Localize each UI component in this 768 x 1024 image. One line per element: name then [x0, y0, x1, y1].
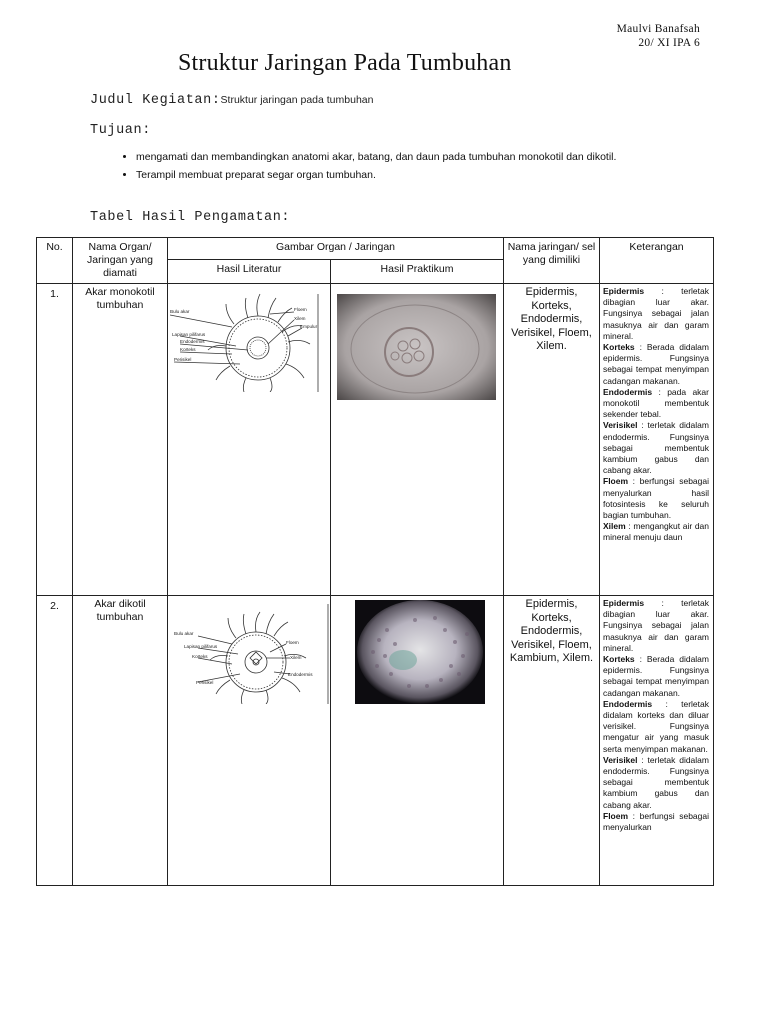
judul-label: Judul Kegiatan:: [90, 93, 221, 108]
header-jaringan: Nama jaringan/ sel yang dimiliki: [504, 238, 600, 284]
ket-text: : berfungsi sebagai menyalurkan: [603, 810, 709, 833]
diagram-label: Korteks: [180, 347, 196, 352]
ket-term: Korteks: [603, 342, 635, 353]
diagram-label: Korteks: [192, 654, 208, 659]
diagram-label: Bulu akar: [170, 309, 190, 314]
row-keterangan: [600, 596, 714, 886]
ket-term: Verisikel: [603, 754, 638, 765]
diagram-label: Perisikel: [196, 680, 214, 685]
tujuan-label: Tujuan:: [90, 123, 151, 138]
tabel-label: Tabel Hasil Pengamatan:: [90, 210, 291, 225]
page-title: Struktur Jaringan Pada Tumbuhan: [178, 50, 512, 76]
literatur-cell: [168, 596, 331, 886]
ket-term: Floem: [603, 476, 629, 487]
diagram-label: Endodermis: [288, 672, 313, 677]
author-class: 20/ XI IPA 6: [638, 37, 700, 49]
row-organ: Akar monokotil tumbuhan: [73, 284, 168, 596]
ket-term: Xilem: [603, 521, 626, 532]
micrograph-photo: [337, 294, 496, 400]
praktikum-cell: [331, 596, 504, 886]
header-no: No.: [37, 238, 73, 284]
diagram-label: Endodermis: [180, 339, 205, 344]
header-keterangan: Keterangan: [600, 238, 714, 284]
ket-text: : terletak didalam korteks dan diluar verisikel. Fungsinya mengatur air yang masuk serta menyimpan makanan.: [603, 698, 709, 754]
diagram-label: Floem: [294, 307, 307, 312]
diagram-label: Xilem: [290, 655, 302, 660]
header-organ: Nama Organ/ Jaringan yang diamati: [73, 238, 168, 284]
ket-term: Verisikel: [603, 420, 638, 431]
observation-table: [36, 237, 714, 886]
praktikum-cell: [331, 284, 504, 596]
ket-term: Floem: [603, 810, 629, 821]
ket-text: : pada akar monokotil membentuk sekender tebal.: [603, 386, 709, 420]
ket-term: Epidermis: [603, 598, 645, 608]
diagram-label: Empulur: [300, 324, 318, 329]
diagram-label: Lapisan pilifarus: [172, 332, 206, 337]
judul-kegiatan: [90, 93, 373, 108]
micrograph-photo: [355, 600, 485, 704]
tujuan-item: • Terampil membuat preparat segar organ tumbuhan.: [136, 168, 706, 182]
row-number: 1.: [37, 284, 73, 596]
row-jaringan: Epidermis, Korteks, Endodermis, Verisikel, Floem, Kambium, Xilem.: [504, 596, 600, 886]
ket-text: : Berada didalam epidermis. Fungsinya sebagai tempat menyimpan cadangan makanan.: [603, 342, 709, 386]
header-literatur: Hasil Literatur: [168, 259, 331, 283]
ket-text: : terletak didalam endodermis. Fungsinya sebagai membentuk kambium gabus dan cabang akar.: [603, 754, 709, 810]
ket-text: : terletak didalam endodermis. Fungsinya sebagai membentuk kambium gabus dan cabang akar.: [603, 420, 709, 476]
diagram-label: Xilem: [294, 316, 306, 321]
row-organ: Akar dikotil tumbuhan: [73, 596, 168, 886]
diagram-label: Perisikel: [174, 357, 192, 362]
ket-text: : berfungsi sebagai menyalurkan hasil fotosintesis ke seluruh bagian tumbuhan.: [603, 476, 709, 521]
table-row: [37, 596, 714, 886]
judul-value: Struktur jaringan pada tumbuhan: [220, 94, 374, 106]
table-row: [37, 284, 714, 596]
literatur-cell: [168, 284, 331, 596]
diagram-label: Floem: [286, 640, 299, 645]
tujuan-list: [100, 150, 706, 186]
author-block: [617, 22, 700, 50]
table-header-row: [37, 238, 714, 260]
ket-text: : mengangkut air dan mineral menuju daun: [603, 521, 709, 543]
monocot-root-diagram: [170, 292, 320, 392]
ket-text: : terletak dibagian luar akar. Fungsinya sebagai jalan masuknya air dan garam mineral.: [603, 598, 709, 653]
tujuan-item: • mengamati dan membandingkan anatomi akar, batang, dan daun pada tumbuhan monokotil dan dikotil.: [136, 150, 706, 164]
row-jaringan: Epidermis, Korteks, Endodermis, Verisikel, Floem, Xilem.: [504, 284, 600, 596]
ket-term: Endodermis: [603, 386, 653, 397]
diagram-label: Lapisan pilifarus: [184, 644, 218, 649]
ket-term: Endodermis: [603, 698, 653, 709]
ket-text: : Berada didalam epidermis. Fungsinya sebagai tempat menyimpan cadangan makanan.: [603, 654, 709, 698]
header-praktikum: Hasil Praktikum: [331, 259, 504, 283]
header-gambar: Gambar Organ / Jaringan: [168, 238, 504, 260]
diagram-label: Bulu akar: [174, 631, 194, 636]
ket-term: Epidermis: [603, 286, 645, 296]
author-name: Maulvi Banafsah: [616, 23, 700, 35]
row-keterangan: [600, 284, 714, 596]
dicot-root-diagram: [170, 604, 330, 704]
ket-term: Korteks: [603, 654, 635, 665]
ket-text: : terletak dibagian luar akar. Fungsinya sebagai jalan masuknya air dan garam mineral.: [603, 286, 709, 341]
row-number: 2.: [37, 596, 73, 886]
